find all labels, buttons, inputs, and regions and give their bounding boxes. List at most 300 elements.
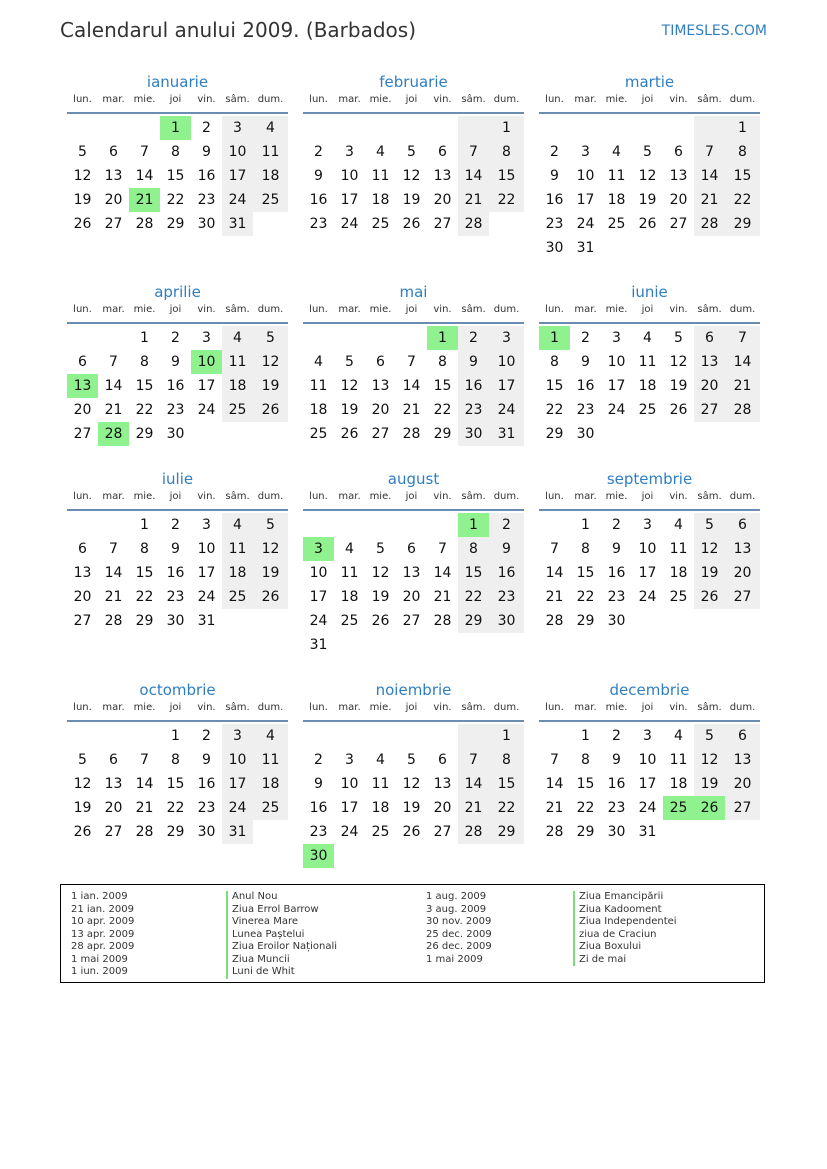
day-grid bbox=[539, 116, 760, 260]
day-cell: 24 bbox=[638, 589, 657, 605]
day-cell: 28 bbox=[104, 613, 123, 629]
day-cell: 20 bbox=[725, 772, 760, 796]
weekday-label: mie. bbox=[133, 702, 156, 713]
day-cell: 24 bbox=[638, 800, 657, 816]
day-cell: 17 bbox=[489, 374, 524, 398]
holiday-day-cell: 26 bbox=[694, 796, 725, 820]
weekday-label: vin. bbox=[433, 702, 452, 713]
holiday-date: 1 iun. 2009 bbox=[71, 966, 128, 977]
holiday-name: Ziua Independentei bbox=[573, 916, 677, 929]
day-cell: 5 bbox=[694, 724, 725, 748]
day-cell: 29 bbox=[458, 609, 489, 633]
day-cell: 5 bbox=[643, 144, 652, 160]
empty-cell bbox=[67, 513, 98, 537]
weekday-header bbox=[303, 490, 524, 511]
day-cell: 13 bbox=[725, 748, 760, 772]
day-cell: 21 bbox=[694, 188, 725, 212]
day-cell: 20 bbox=[433, 192, 452, 208]
weekday-label: sâm. bbox=[461, 702, 486, 713]
day-cell: 9 bbox=[612, 752, 621, 768]
holiday-date: 30 nov. 2009 bbox=[426, 916, 492, 927]
weekday-label: sâm. bbox=[461, 491, 486, 502]
empty-cell bbox=[365, 326, 396, 350]
day-cell: 30 bbox=[489, 609, 524, 633]
month-name: mai bbox=[399, 283, 428, 301]
day-cell: 6 bbox=[438, 752, 447, 768]
empty-cell bbox=[694, 116, 725, 140]
day-cell: 15 bbox=[458, 561, 489, 585]
day-grid bbox=[539, 513, 760, 633]
weekday-label: vin. bbox=[197, 491, 216, 502]
day-cell: 5 bbox=[407, 144, 416, 160]
weekday-label: dum. bbox=[257, 94, 284, 105]
day-cell: 27 bbox=[104, 216, 123, 232]
day-grid bbox=[303, 116, 524, 236]
month-name: aprilie bbox=[154, 283, 201, 301]
weekday-label: dum. bbox=[257, 702, 284, 713]
day-cell: 8 bbox=[140, 354, 149, 370]
day-cell: 12 bbox=[253, 350, 288, 374]
empty-cell bbox=[458, 116, 489, 140]
day-cell: 24 bbox=[197, 589, 216, 605]
day-cell: 6 bbox=[725, 724, 760, 748]
day-cell: 9 bbox=[458, 350, 489, 374]
day-cell: 21 bbox=[545, 800, 564, 816]
day-cell: 23 bbox=[489, 585, 524, 609]
day-cell: 5 bbox=[407, 752, 416, 768]
holiday-name: Ziua Kadooment bbox=[573, 904, 677, 917]
month-iulie bbox=[67, 468, 288, 633]
empty-cell bbox=[67, 326, 98, 350]
holiday-day-cell: 1 bbox=[160, 116, 191, 140]
day-cell: 5 bbox=[78, 752, 87, 768]
day-cell: 1 bbox=[489, 724, 524, 748]
weekday-label: lun. bbox=[545, 491, 564, 502]
day-cell: 31 bbox=[576, 240, 595, 256]
empty-cell bbox=[427, 513, 458, 537]
weekday-label: lun. bbox=[309, 304, 328, 315]
empty-cell bbox=[129, 724, 160, 748]
day-grid bbox=[303, 326, 524, 446]
holiday-date: 13 apr. 2009 bbox=[71, 928, 135, 940]
holiday-name: Vinerea Mare bbox=[226, 916, 337, 929]
day-cell: 21 bbox=[458, 188, 489, 212]
holiday-date: 3 aug. 2009 bbox=[426, 903, 487, 915]
day-cell: 6 bbox=[438, 144, 447, 160]
weekday-header bbox=[67, 303, 288, 324]
day-cell: 22 bbox=[135, 402, 154, 418]
day-cell: 10 bbox=[607, 354, 626, 370]
holiday-name: Ziua Errol Barrow bbox=[226, 904, 337, 917]
day-cell: 19 bbox=[73, 800, 92, 816]
day-cell: 8 bbox=[458, 537, 489, 561]
day-cell: 15 bbox=[725, 164, 760, 188]
day-cell: 16 bbox=[197, 168, 216, 184]
day-cell: 8 bbox=[438, 354, 447, 370]
day-grid bbox=[67, 513, 288, 633]
day-cell: 19 bbox=[402, 800, 421, 816]
day-cell: 26 bbox=[253, 585, 288, 609]
empty-cell bbox=[98, 724, 129, 748]
day-cell: 26 bbox=[73, 216, 92, 232]
weekday-label: dum. bbox=[729, 94, 756, 105]
day-cell: 27 bbox=[73, 426, 92, 442]
empty-cell bbox=[98, 513, 129, 537]
empty-cell bbox=[67, 724, 98, 748]
day-cell: 13 bbox=[669, 168, 688, 184]
day-cell: 17 bbox=[340, 192, 359, 208]
day-cell: 25 bbox=[607, 216, 626, 232]
day-cell: 12 bbox=[371, 565, 390, 581]
day-cell: 25 bbox=[222, 398, 253, 422]
day-cell: 25 bbox=[669, 589, 688, 605]
month-name: august bbox=[387, 470, 440, 488]
day-grid bbox=[67, 724, 288, 844]
day-cell: 16 bbox=[607, 776, 626, 792]
day-cell: 22 bbox=[166, 800, 185, 816]
day-cell: 21 bbox=[104, 589, 123, 605]
weekday-label: mar. bbox=[574, 94, 597, 105]
weekday-label: dum. bbox=[729, 702, 756, 713]
day-cell: 13 bbox=[725, 537, 760, 561]
holiday-name: Zi de mai bbox=[573, 954, 677, 967]
day-cell: 23 bbox=[197, 192, 216, 208]
day-cell: 29 bbox=[576, 613, 595, 629]
day-cell: 14 bbox=[458, 772, 489, 796]
weekday-label: joi bbox=[405, 702, 418, 713]
day-cell: 30 bbox=[166, 613, 185, 629]
day-cell: 15 bbox=[576, 565, 595, 581]
day-cell: 18 bbox=[222, 561, 253, 585]
day-cell: 18 bbox=[371, 800, 390, 816]
empty-cell bbox=[458, 724, 489, 748]
day-cell: 5 bbox=[674, 330, 683, 346]
day-cell: 4 bbox=[674, 517, 683, 533]
weekday-label: dum. bbox=[493, 304, 520, 315]
empty-cell bbox=[334, 326, 365, 350]
weekday-label: vin. bbox=[197, 304, 216, 315]
day-cell: 22 bbox=[545, 402, 564, 418]
day-cell: 30 bbox=[607, 824, 626, 840]
day-cell: 30 bbox=[166, 426, 185, 442]
weekday-label: vin. bbox=[433, 304, 452, 315]
day-cell: 28 bbox=[458, 212, 489, 236]
weekday-label: sâm. bbox=[225, 304, 250, 315]
day-cell: 7 bbox=[725, 326, 760, 350]
day-cell: 17 bbox=[638, 565, 657, 581]
day-cell: 21 bbox=[135, 800, 154, 816]
month-name: decembrie bbox=[609, 681, 690, 699]
day-cell: 4 bbox=[643, 330, 652, 346]
day-cell: 26 bbox=[340, 426, 359, 442]
day-cell: 22 bbox=[135, 589, 154, 605]
holiday-date: 26 dec. 2009 bbox=[426, 941, 492, 952]
brand-link[interactable]: TIMESLES.COM bbox=[661, 23, 767, 39]
day-cell: 11 bbox=[222, 350, 253, 374]
day-cell: 15 bbox=[135, 378, 154, 394]
day-cell: 17 bbox=[576, 192, 595, 208]
holiday-name: Ziua Boxului bbox=[573, 941, 677, 954]
day-cell: 4 bbox=[253, 724, 288, 748]
day-cell: 27 bbox=[725, 585, 760, 609]
day-cell: 10 bbox=[309, 565, 328, 581]
day-cell: 27 bbox=[669, 216, 688, 232]
day-cell: 22 bbox=[489, 188, 524, 212]
empty-cell bbox=[427, 116, 458, 140]
month-martie bbox=[539, 71, 760, 260]
day-cell: 18 bbox=[607, 192, 626, 208]
weekday-header bbox=[539, 303, 760, 324]
day-cell: 29 bbox=[433, 426, 452, 442]
day-cell: 12 bbox=[694, 748, 725, 772]
day-cell: 30 bbox=[197, 824, 216, 840]
holiday-names-col-1 bbox=[226, 891, 337, 979]
month-name: noiembrie bbox=[375, 681, 452, 699]
day-cell: 3 bbox=[643, 728, 652, 744]
holiday-date: 1 ian. 2009 bbox=[71, 891, 128, 902]
day-cell: 20 bbox=[104, 800, 123, 816]
day-cell: 6 bbox=[109, 144, 118, 160]
weekday-label: lun. bbox=[73, 491, 92, 502]
day-cell: 30 bbox=[607, 613, 626, 629]
day-cell: 2 bbox=[612, 728, 621, 744]
day-cell: 30 bbox=[576, 426, 595, 442]
empty-cell bbox=[303, 513, 334, 537]
day-cell: 14 bbox=[135, 168, 154, 184]
day-cell: 30 bbox=[458, 422, 489, 446]
month-februarie bbox=[303, 71, 524, 236]
month-name: februarie bbox=[379, 73, 448, 91]
day-cell: 4 bbox=[345, 541, 354, 557]
day-cell: 24 bbox=[197, 402, 216, 418]
day-cell: 16 bbox=[576, 378, 595, 394]
empty-cell bbox=[98, 326, 129, 350]
day-cell: 6 bbox=[407, 541, 416, 557]
day-cell: 18 bbox=[309, 402, 328, 418]
weekday-label: mar. bbox=[102, 702, 125, 713]
day-cell: 20 bbox=[725, 561, 760, 585]
day-cell: 21 bbox=[545, 589, 564, 605]
day-cell: 21 bbox=[725, 374, 760, 398]
day-cell: 7 bbox=[109, 541, 118, 557]
day-cell: 27 bbox=[433, 824, 452, 840]
day-cell: 6 bbox=[376, 354, 385, 370]
day-cell: 14 bbox=[458, 164, 489, 188]
holiday-names-col-2 bbox=[573, 891, 677, 966]
day-grid bbox=[303, 724, 524, 868]
holiday-day-cell: 30 bbox=[303, 844, 334, 868]
day-cell: 9 bbox=[489, 537, 524, 561]
empty-cell bbox=[303, 116, 334, 140]
weekday-label: sâm. bbox=[697, 702, 722, 713]
day-cell: 21 bbox=[458, 796, 489, 820]
day-cell: 25 bbox=[309, 426, 328, 442]
weekday-label: mie. bbox=[133, 94, 156, 105]
empty-cell bbox=[539, 513, 570, 537]
empty-cell bbox=[365, 513, 396, 537]
day-cell: 19 bbox=[638, 192, 657, 208]
day-cell: 25 bbox=[222, 585, 253, 609]
day-cell: 10 bbox=[340, 776, 359, 792]
holiday-date: 1 aug. 2009 bbox=[426, 891, 487, 902]
day-cell: 19 bbox=[340, 402, 359, 418]
day-cell: 14 bbox=[135, 776, 154, 792]
day-cell: 1 bbox=[140, 330, 149, 346]
day-cell: 13 bbox=[371, 378, 390, 394]
day-cell: 25 bbox=[340, 613, 359, 629]
day-cell: 11 bbox=[222, 537, 253, 561]
day-cell: 21 bbox=[104, 402, 123, 418]
day-cell: 26 bbox=[402, 824, 421, 840]
day-cell: 3 bbox=[345, 752, 354, 768]
holiday-dates-col-2 bbox=[426, 891, 492, 966]
day-cell: 14 bbox=[104, 565, 123, 581]
holiday-day-cell: 1 bbox=[427, 326, 458, 350]
day-cell: 18 bbox=[253, 772, 288, 796]
month-august bbox=[303, 468, 524, 657]
day-cell: 14 bbox=[545, 776, 564, 792]
day-cell: 26 bbox=[73, 824, 92, 840]
weekday-label: joi bbox=[641, 702, 654, 713]
weekday-label: lun. bbox=[545, 304, 564, 315]
day-grid bbox=[539, 326, 760, 446]
day-cell: 8 bbox=[581, 541, 590, 557]
month-iunie bbox=[539, 281, 760, 446]
empty-cell bbox=[67, 116, 98, 140]
weekday-label: lun. bbox=[73, 94, 92, 105]
holiday-day-cell: 13 bbox=[67, 374, 98, 398]
day-cell: 24 bbox=[489, 398, 524, 422]
weekday-label: vin. bbox=[669, 94, 688, 105]
weekday-header bbox=[67, 701, 288, 722]
holiday-date: 10 apr. 2009 bbox=[71, 916, 135, 927]
day-cell: 31 bbox=[638, 824, 657, 840]
day-cell: 26 bbox=[402, 216, 421, 232]
day-cell: 24 bbox=[340, 216, 359, 232]
day-cell: 20 bbox=[104, 192, 123, 208]
page-title: Calendarul anului 2009. (Barbados) bbox=[60, 18, 416, 42]
day-cell: 24 bbox=[222, 796, 253, 820]
day-cell: 27 bbox=[433, 216, 452, 232]
day-cell: 16 bbox=[489, 561, 524, 585]
empty-cell bbox=[396, 513, 427, 537]
month-decembrie bbox=[539, 679, 760, 844]
day-cell: 2 bbox=[202, 728, 211, 744]
empty-cell bbox=[663, 116, 694, 140]
day-cell: 14 bbox=[104, 378, 123, 394]
day-cell: 1 bbox=[581, 728, 590, 744]
day-cell: 20 bbox=[694, 374, 725, 398]
day-cell: 9 bbox=[581, 354, 590, 370]
day-cell: 21 bbox=[402, 402, 421, 418]
day-cell: 1 bbox=[140, 517, 149, 533]
weekday-label: mar. bbox=[574, 702, 597, 713]
day-cell: 14 bbox=[433, 565, 452, 581]
weekday-label: mar. bbox=[574, 304, 597, 315]
day-cell: 15 bbox=[135, 565, 154, 581]
day-cell: 12 bbox=[638, 168, 657, 184]
day-cell: 23 bbox=[309, 216, 328, 232]
weekday-label: mie. bbox=[369, 491, 392, 502]
weekday-header bbox=[67, 490, 288, 511]
day-cell: 22 bbox=[166, 192, 185, 208]
weekday-label: mar. bbox=[338, 702, 361, 713]
weekday-label: sâm. bbox=[225, 94, 250, 105]
day-cell: 7 bbox=[458, 140, 489, 164]
empty-cell bbox=[570, 116, 601, 140]
month-aprilie bbox=[67, 281, 288, 446]
weekday-label: vin. bbox=[197, 702, 216, 713]
day-cell: 16 bbox=[166, 565, 185, 581]
day-cell: 1 bbox=[171, 728, 180, 744]
day-cell: 26 bbox=[669, 402, 688, 418]
month-name: martie bbox=[624, 73, 675, 91]
month-name: iunie bbox=[631, 283, 668, 301]
day-cell: 13 bbox=[433, 776, 452, 792]
day-cell: 6 bbox=[109, 752, 118, 768]
day-cell: 28 bbox=[725, 398, 760, 422]
holiday-date: 21 ian. 2009 bbox=[71, 903, 134, 915]
weekday-label: dum. bbox=[493, 702, 520, 713]
empty-cell bbox=[365, 116, 396, 140]
weekday-label: mar. bbox=[102, 491, 125, 502]
day-cell: 3 bbox=[202, 330, 211, 346]
day-cell: 10 bbox=[638, 541, 657, 557]
weekday-label: mie. bbox=[369, 94, 392, 105]
day-cell: 29 bbox=[489, 820, 524, 844]
day-cell: 15 bbox=[433, 378, 452, 394]
day-cell: 20 bbox=[433, 800, 452, 816]
day-cell: 5 bbox=[694, 513, 725, 537]
day-cell: 12 bbox=[402, 776, 421, 792]
weekday-label: sâm. bbox=[697, 304, 722, 315]
day-cell: 8 bbox=[550, 354, 559, 370]
holiday-name: Anul Nou bbox=[226, 891, 337, 904]
day-cell: 20 bbox=[73, 589, 92, 605]
day-cell: 14 bbox=[694, 164, 725, 188]
day-cell: 9 bbox=[202, 752, 211, 768]
holiday-day-cell: 1 bbox=[539, 326, 570, 350]
weekday-label: mar. bbox=[338, 491, 361, 502]
day-cell: 23 bbox=[166, 402, 185, 418]
day-cell: 11 bbox=[669, 752, 688, 768]
weekday-label: mar. bbox=[102, 94, 125, 105]
empty-cell bbox=[303, 326, 334, 350]
day-cell: 12 bbox=[253, 537, 288, 561]
day-cell: 19 bbox=[253, 374, 288, 398]
day-cell: 26 bbox=[694, 585, 725, 609]
holiday-day-cell: 28 bbox=[98, 422, 129, 446]
day-cell: 11 bbox=[669, 541, 688, 557]
weekday-label: lun. bbox=[309, 491, 328, 502]
day-cell: 24 bbox=[607, 402, 626, 418]
day-cell: 4 bbox=[612, 144, 621, 160]
holiday-date: 25 dec. 2009 bbox=[426, 928, 492, 940]
weekday-label: dum. bbox=[257, 491, 284, 502]
holiday-name: Luni de Whit bbox=[226, 966, 337, 979]
day-cell: 26 bbox=[371, 613, 390, 629]
day-cell: 16 bbox=[166, 378, 185, 394]
day-cell: 22 bbox=[576, 589, 595, 605]
day-cell: 8 bbox=[581, 752, 590, 768]
day-cell: 9 bbox=[171, 541, 180, 557]
day-cell: 9 bbox=[202, 144, 211, 160]
day-cell: 28 bbox=[433, 613, 452, 629]
day-cell: 22 bbox=[576, 800, 595, 816]
day-cell: 12 bbox=[340, 378, 359, 394]
day-cell: 19 bbox=[253, 561, 288, 585]
weekday-header bbox=[539, 701, 760, 722]
